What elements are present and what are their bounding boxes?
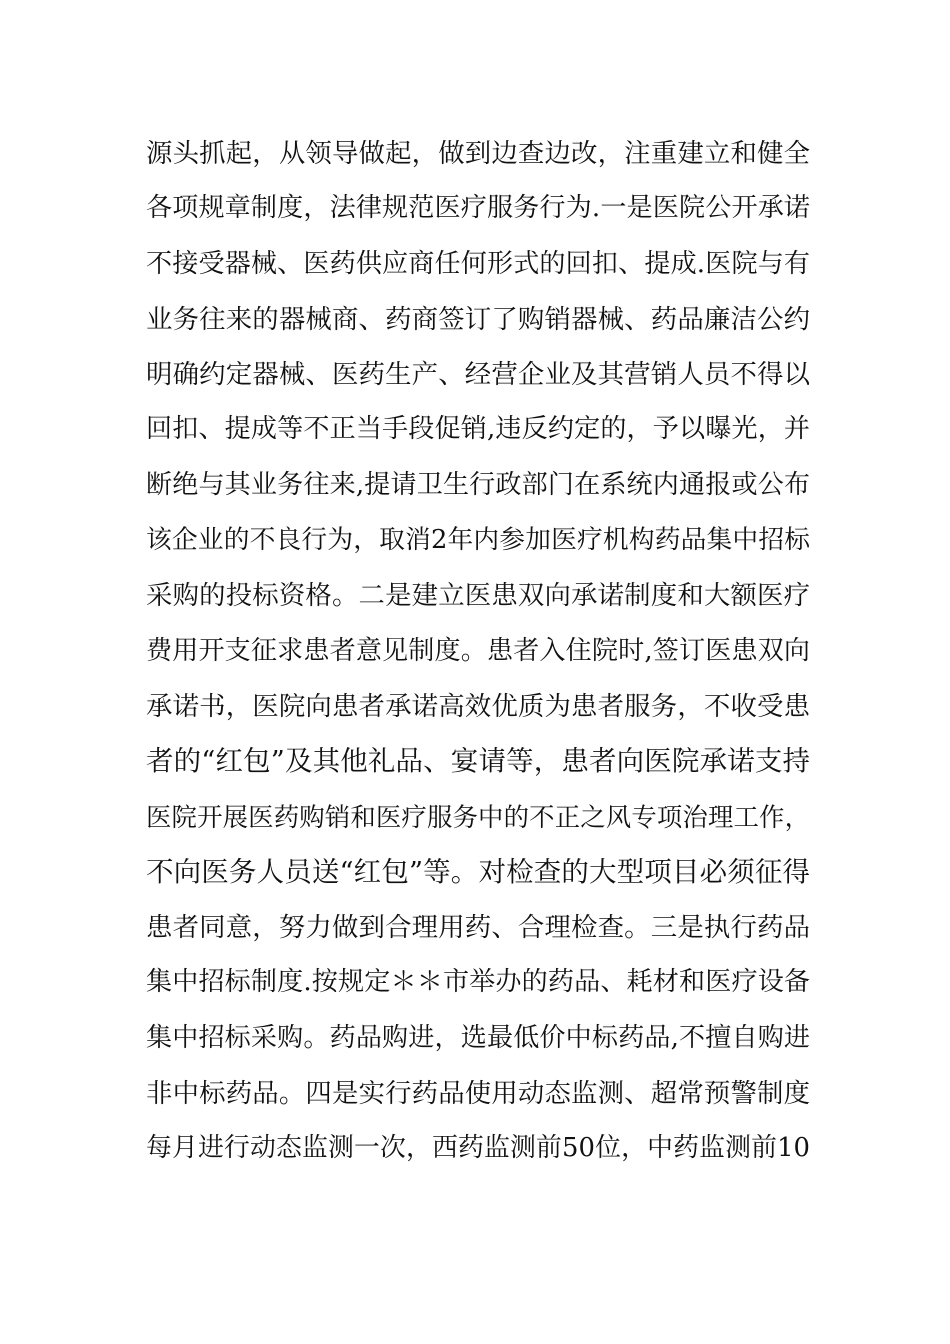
text-line: 承诺书，医院向患者承诺高效优质为患者服务，不收受患 (146, 690, 810, 722)
text-line: 不接受器械、医药供应商任何形式的回扣、提成.医院与有 (146, 248, 810, 279)
text-line: 各项规章制度，法律规范医疗服务行为.一是医院公开承诺 (146, 193, 810, 224)
text-line: 业务往来的器械商、药商签订了购销器械、药品廉洁公约 (146, 303, 810, 335)
text-line: 采购的投标资格。二是建立医患双向承诺制度和大额医疗 (146, 580, 810, 612)
text-line: 回扣、提成等不正当手段促销,违反约定的，予以曝光，并 (146, 414, 810, 445)
text-line: 费用开支征求患者意见制度。患者入住院时,签订医患双向 (146, 635, 810, 666)
text-line: 不向医务人员送“红包”等。对检查的大型项目必须征得 (146, 855, 810, 888)
text-line: 非中标药品。四是实行药品使用动态监测、超常预警制度 (146, 1078, 810, 1110)
text-line: 断绝与其业务往来,提请卫生行政部门在系统内通报或公布 (146, 469, 810, 500)
text-line: 每月进行动态监测一次，西药监测前50位，中药监测前10 (146, 1133, 810, 1164)
text-line: 者的“红包”及其他礼品、宴请等，患者向医院承诺支持 (146, 745, 810, 778)
text-line: 集中招标制度.按规定＊＊市举办的药品、耗材和医疗设备 (146, 967, 810, 998)
text-line: 医院开展医药购销和医疗服务中的不正之风专项治理工作， (146, 801, 810, 832)
text-line: 患者同意，努力做到合理用药、合理检查。三是执行药品 (146, 912, 810, 944)
text-line: 源头抓起，从领导做起，做到边查边改，注重建立和健全 (146, 138, 810, 169)
text-line: 集中招标采购。药品购进，选最低价中标药品,不擅自购进 (146, 1022, 810, 1053)
body-text (146, 126, 810, 1177)
text-line: 明确约定器械、医药生产、经营企业及其营销人员不得以 (146, 359, 810, 391)
text-line: 该企业的不良行为，取消2年内参加医疗机构药品集中招标 (146, 525, 810, 556)
